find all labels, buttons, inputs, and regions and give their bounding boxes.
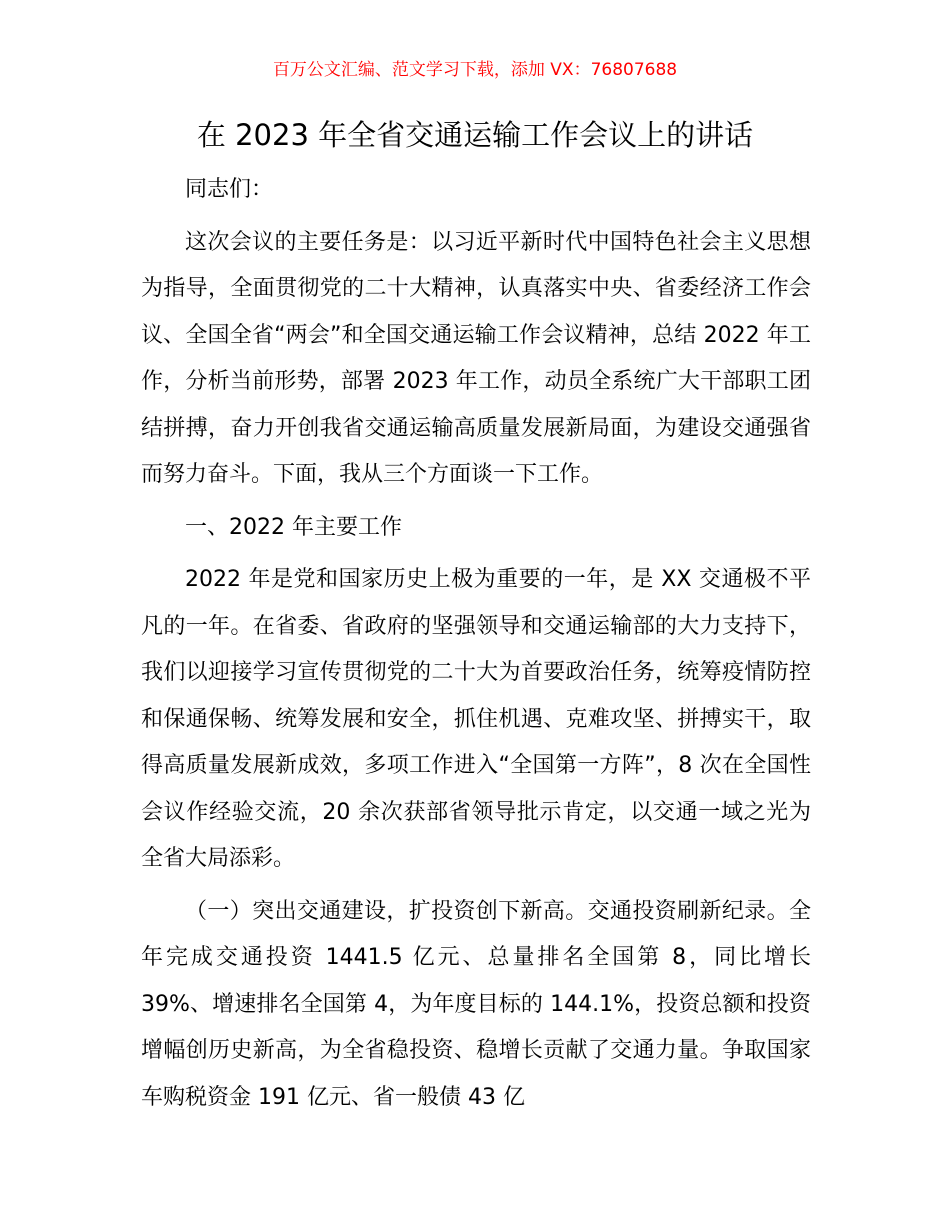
body-paragraph: 这次会议的主要任务是：以习近平新时代中国特色社会主义思想为指导，全面贯彻党的二十大精神，认真落实中央、省委经济工作会议、全国全省“两会”和全国交通运输工作会议精神，总结 2022 年工作，分析当前形势，部署 2023 年工作，动员全系统广大干部职工团结拼搏，奋力开创我省交通运输高质量发展新局面，为建设交通强省而努力奋斗。下面，我从三个方面谈一下工作。: [141, 229, 811, 487]
header-note: 百万公文汇编、范文学习下载，添加 VX：76807688: [272, 60, 678, 80]
body-paragraph: （一）突出交通建设，扩投资创下新高。交通投资刷新纪录。全年完成交通投资 1441.5 亿元、总量排名全国第 8，同比增长 39%、增速排名全国第 4，为年度目标的 144.1%，投资总额和投资增幅创历史新高，为全省稳投资、稳增长贡献了交通力量。争取国家车购税资金 191 亿元、省一般债 43 亿: [141, 898, 811, 1110]
document-title: 在 2023 年全省交通运输工作会议上的讲话: [196, 118, 754, 152]
body-paragraph: 2022 年是党和国家历史上极为重要的一年，是 XX 交通极不平凡的一年。在省委、省政府的坚强领导和交通运输部的大力支持下，我们以迎接学习宣传贯彻党的二十大为首要政治任务，统筹疫情防控和保通保畅、统筹发展和安全，抓住机遇、克难攻坚、拼搏实干，取得高质量发展新成效，多项工作进入“全国第一方阵”，8 次在全国性会议作经验交流，20 余次获部省领导批示肯定，以交通一域之光为全省大局添彩。: [141, 567, 811, 871]
section-heading: 一、2022 年主要工作: [185, 514, 402, 540]
document-body: [141, 167, 811, 1121]
salutation: 同志们：: [185, 177, 274, 202]
